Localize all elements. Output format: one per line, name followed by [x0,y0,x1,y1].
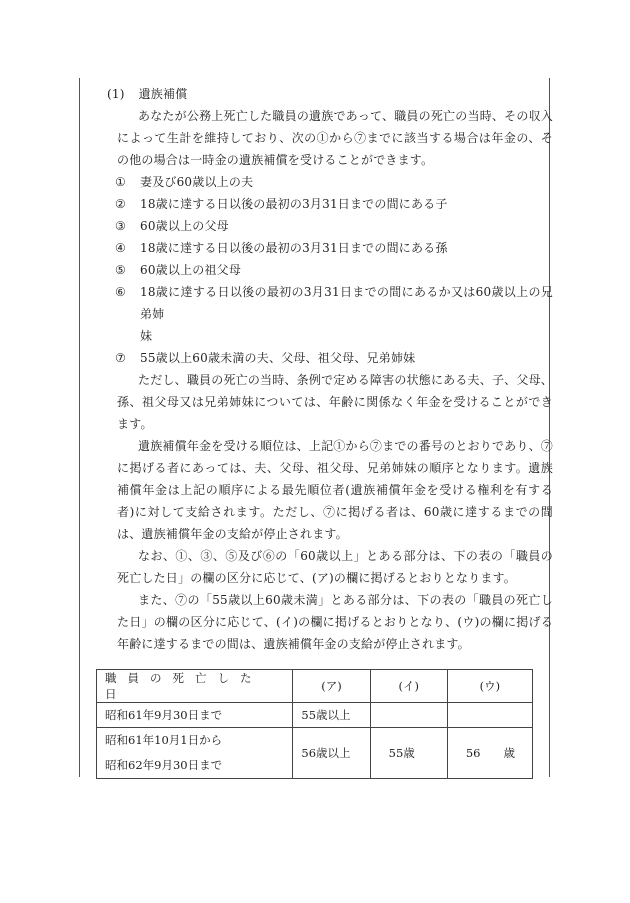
cell-u [447,703,532,728]
suspension-paragraph: また、⑦の「55歳以上60歳未満」とある部分は、下の表の「職員の死亡した日」の欄の区分に応じて、(イ)の欄に掲げるとおりとなり、(ウ)の欄に掲げる年齢に達するまでの間は、遺族補償年金の支給が停止されます。 [117,593,553,651]
proviso-paragraph: ただし、職員の死亡の当時、条例で定める障害の状態にある夫、子、父母、孫、祖父母又は兄弟姉妹については、年齢に関係なく年金を受けることができます。 [117,373,553,431]
item-text-line: 18歳に達する日以後の最初の3月31日までの間にあるか又は60歳以上の兄弟姉 [140,285,553,321]
list-item [107,259,553,281]
cell-death-date [97,703,293,728]
cell-death-date [97,728,293,779]
item-number: ③ [115,219,126,233]
list-item [107,193,553,215]
section-title: 遺族補償 [138,87,188,101]
section-number: (1) [107,87,125,101]
item-text: 60歳以上の父母 [140,219,229,233]
cell-i: 55歳 [370,728,447,779]
header-death-date: 職員の死亡した日 [97,670,293,703]
header-a: (ア) [293,670,370,703]
eligible-list [107,171,553,369]
table-row [97,703,533,728]
item-number: ① [115,175,126,189]
date-text: 昭和62年9月30日まで [105,758,223,772]
age-table [96,669,533,779]
list-item [107,347,553,369]
header-u: (ウ) [447,670,532,703]
item-text: 55歳以上60歳未満の夫、父母、祖父母、兄弟姉妹 [140,351,416,365]
item-number: ⑥ [115,285,126,299]
table-header-row [97,670,533,703]
item-number: ② [115,197,126,211]
item-text-continuation: 妹 [140,329,153,343]
date-text: 昭和61年10月1日から [105,733,223,747]
document-body [107,83,553,655]
item-number: ④ [115,241,126,255]
item-number: ⑦ [115,351,126,365]
cell-i [370,703,447,728]
item-text: 18歳に達する日以後の最初の3月31日までの間にある孫 [140,241,448,255]
list-item [107,215,553,237]
continuation-indent [115,325,140,347]
list-item [107,237,553,259]
section-heading [107,83,553,105]
item-text: 妻及び60歳以上の夫 [140,175,254,189]
cell-a: 56歳以上 [293,728,370,779]
item-number: ⑤ [115,263,126,277]
age-note-paragraph: なお、①、③、⑤及び⑥の「60歳以上」とある部分は、下の表の「職員の死亡した日」の欄の区分に応じて、(ア)の欄に掲げるとおりとなります。 [117,549,553,585]
order-paragraph: 遺族補償年金を受ける順位は、上記①から⑦までの番号のとおりであり、⑦に掲げる者にあっては、夫、父母、祖父母、兄弟姉妹の順序となります。遺族補償年金は上記の順序による最先順位者(遺族補償年金を受ける権利を有する者)に対して支給されます。ただし、⑦に掲げる者は、60歳に達するまでの間は、遺族補償年金の支給が停止されます。 [117,439,553,541]
list-item [107,171,553,193]
list-item-continuation [107,325,553,347]
item-text [140,281,553,325]
cell-u: 56 歳 [447,728,532,779]
item-text: 18歳に達する日以後の最初の3月31日までの間にある子 [140,197,448,211]
item-text: 60歳以上の祖父母 [140,263,242,277]
date-text: 昭和61年9月30日まで [105,708,223,722]
table-row [97,728,533,779]
cell-a: 55歳以上 [293,703,370,728]
header-i: (イ) [370,670,447,703]
frame-left-border [79,78,80,777]
intro-paragraph: あなたが公務上死亡した職員の遺族であって、職員の死亡の当時、その収入によって生計を維持しており、次の①から⑦までに該当する場合は年金の、その他の場合は一時金の遺族補償を受けることができます。 [117,109,553,167]
list-item [107,281,553,325]
